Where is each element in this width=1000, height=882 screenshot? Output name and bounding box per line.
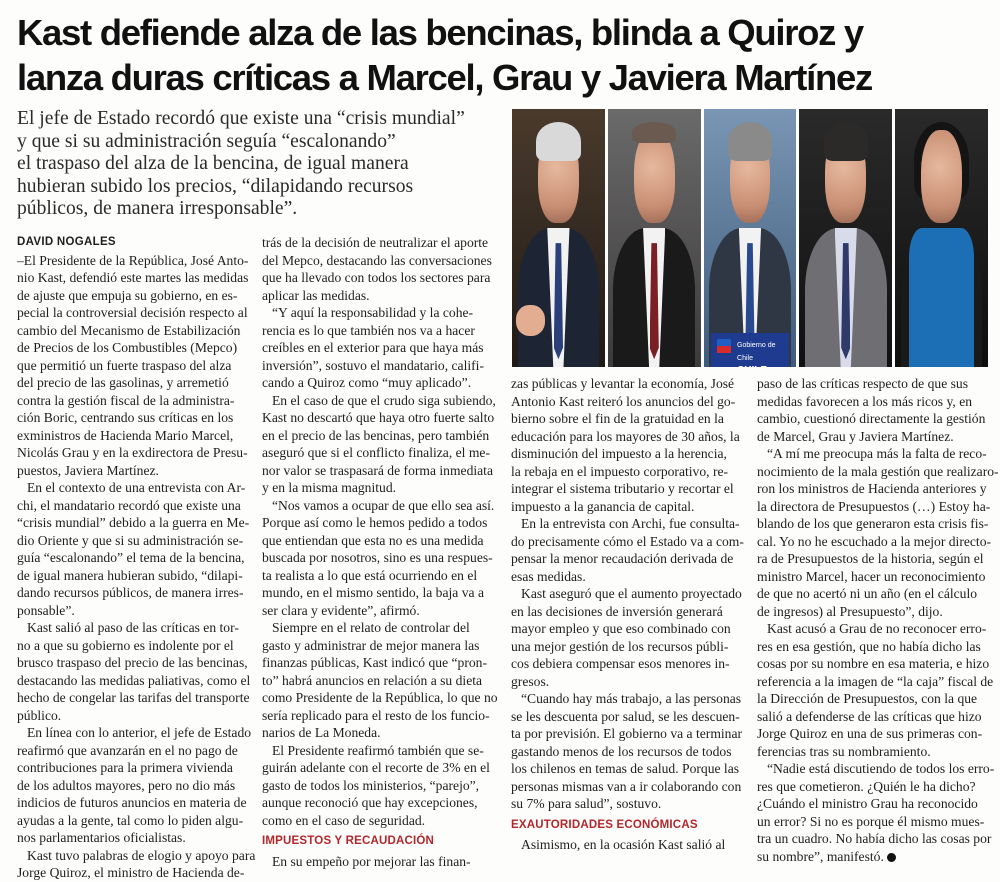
text-line: dando recursos públicos, de manera irres-: [17, 585, 244, 600]
text-line: de igual manera hubieran subido, “dilapi-: [17, 567, 243, 583]
text-line: nor valor se traspasará de forma inmediata: [262, 462, 493, 478]
text-line: integrar el sistema tributario y recortar el: [511, 481, 734, 496]
text-line: nocimiento de la mala gestión que realizaro-: [757, 463, 999, 479]
text-line: Asimismo, en la ocasión Kast salió al: [521, 837, 726, 852]
portrait-marcel: [704, 109, 797, 367]
text-line: gresos.: [511, 673, 550, 689]
text-line: ayudas a la gente, tal como lo piden algu-: [17, 812, 244, 828]
text-line: su 7% para salud”, sostuvo.: [511, 796, 662, 811]
text-line: contribuciones para la primera vivienda: [17, 760, 233, 775]
article-column-1: [17, 234, 256, 882]
text-line: esas medidas.: [511, 568, 586, 584]
text-line: trás de la decisión de neutralizar el aporte: [262, 235, 489, 250]
text-line: mundo, en el mismo sentido, la baja va a: [262, 585, 484, 600]
text-line: puestos, Javiera Martínez.: [17, 462, 159, 478]
podium-sign: [711, 333, 789, 367]
text-line: público.: [17, 707, 62, 723]
text-line: ponsable”.: [17, 602, 75, 618]
article-column-2: [262, 234, 498, 870]
text-line: salió a defenderse de las críticas que hizo: [757, 708, 982, 724]
text-line: nos parlamentarios oficialistas.: [17, 830, 186, 845]
text-line: guirán adelante con el recorte de 3% en el: [262, 760, 490, 775]
text-line: indicios de futuros anuncios en materia de: [17, 795, 247, 810]
deck-line: el traspaso del alza de la bencina, de igual manera: [17, 153, 409, 174]
portrait-hair: [728, 122, 773, 161]
portrait-hair: [824, 122, 869, 161]
text-line: pecial la controversial decisión respecto al: [17, 305, 248, 320]
text-line: su nombre”, manifestó.: [757, 848, 884, 864]
text-line: y en la misma magnitud.: [262, 480, 397, 495]
text-line: cambio del Mecanismo de Estabilización: [17, 322, 241, 338]
text-line: zas públicas y levantar la economía, José: [511, 376, 735, 391]
text-line: la rebaja en el impuesto corporativo, re-: [511, 463, 729, 479]
text-line: destacando las medidas paliativas, como el: [17, 672, 251, 688]
text-line: “crisis mundial” debido a la guerra en Me-: [17, 515, 250, 530]
text-line: una mejor gestión de los recursos públi-: [511, 638, 729, 654]
text-line: Siempre en el relato de controlar del: [272, 620, 470, 635]
portrait-face: [634, 130, 675, 223]
text-line: El Presidente reafirmó también que se-: [272, 742, 484, 758]
text-line: referencia a la imagen de “la caja” fiscal de: [757, 673, 994, 689]
text-line: dio Oriente y que si su administración se-: [17, 532, 244, 548]
portrait-scarf: [909, 228, 974, 367]
text-line: Kast salió al paso de las críticas en tor-: [27, 620, 239, 635]
text-line: paso de las críticas respecto de que sus: [757, 376, 969, 391]
text-line: que entiendan que esta no es una medida: [262, 532, 484, 548]
text-line: cosas por su nombre en esa materia, e hizo: [757, 656, 990, 671]
text-line: Kast acusó a Grau de no reconocer erro-: [767, 621, 987, 636]
text-line: do precisamente cómo el Estado va a com-: [511, 533, 744, 549]
text-line: reafirmó que avanzarán en el no pago de: [17, 742, 238, 758]
text-line: finanzas públicas, Kast indicó que “pron-: [262, 655, 487, 670]
portrait-hand: [516, 305, 546, 336]
text-line: aseguró que si el conflicto finaliza, el me-: [262, 445, 490, 460]
text-line: “A mí me preocupa más la falta de reco-: [767, 446, 987, 461]
text-line: ¿Cuándo el ministro Grau ha reconocido: [757, 796, 978, 811]
text-line: ta por previsión. El gobierno va a terminar: [511, 726, 743, 741]
text-line: del Mepco, destacando las conversaciones: [262, 252, 492, 268]
text-line: En el contexto de una entrevista con Ar-: [27, 480, 246, 495]
text-line: como en el caso de seguridad.: [262, 812, 426, 828]
text-line: chi, el mandatario recordó que existe una: [17, 497, 241, 513]
text-line: como Presidente de la República, lo que no: [262, 690, 498, 705]
deck: [17, 108, 507, 221]
text-line: narios de La Moneda.: [262, 725, 381, 740]
portrait-martinez: [895, 109, 988, 367]
portrait-hair: [536, 122, 581, 161]
portrait-quiroz: [608, 109, 701, 367]
text-line: rencia es lo que también nos va a hacer: [262, 322, 475, 338]
text-line: de ajuste que empuja su gobierno, en es-: [17, 287, 238, 303]
text-line: gastando menos de los recursos de todos: [511, 743, 732, 759]
text-line: ra de Presupuestos de la historia, según el: [757, 551, 984, 566]
text-line: guía “escalonando” el tema de la bencina,: [17, 550, 245, 565]
article-column-4: [757, 375, 999, 865]
text-line: cos debiera compensar esos menores in-: [511, 656, 730, 671]
text-line: ción Boric, centrando sus críticas en los: [17, 410, 234, 425]
text-line: cambio, cuestionó directamente la gestión: [757, 411, 986, 426]
text-line: res en esa gestión, que no había dicho las: [757, 638, 981, 654]
text-line: gasto de todos los ministerios, “parejo”,: [262, 777, 480, 793]
text-line: los chilenos en temas de salud. Porque las: [511, 761, 740, 776]
text-line: ser clara y evidente”, afirmó.: [262, 602, 420, 618]
text-line: no a que su gobierno es indolente por el: [17, 637, 234, 653]
text-line: tra un cuadro. No había dicho las cosas por: [757, 831, 992, 846]
text-line: de Precios de los Combustibles (Mepco): [17, 340, 238, 355]
text-line: ferencias tras su nombramiento.: [757, 743, 931, 759]
portrait-kast: [512, 109, 605, 367]
text-line: to” habrá anuncios en relación a su dieta: [262, 672, 483, 688]
text-line: ministro Marcel, hacer un reconocimiento: [757, 568, 986, 584]
deck-line: públicos, de manera irresponsable”.: [17, 198, 298, 219]
text-line: en las decisiones de inversión generará: [511, 603, 723, 619]
text-line: aunque reconoció que hay excepciones,: [262, 795, 478, 810]
text-line: educación para los mayores de 30 años, la: [511, 428, 740, 444]
text-line: Kast no descartó que haya otro fuerte salto: [262, 410, 495, 425]
text-line: En el caso de que el crudo siga subiendo,: [272, 392, 496, 408]
text-line: En la entrevista con Archi, fue consulta-: [521, 516, 740, 531]
text-line: –El Presidente de la República, José Anto-: [17, 252, 249, 268]
text-line: buscada por nosotros, sino es una respues-: [262, 550, 493, 565]
text-line: aplicar las medidas.: [262, 287, 370, 303]
portrait-grau: [799, 109, 892, 367]
byline: DAVID NOGALES: [17, 236, 116, 248]
text-line: la Dirección de Presupuestos, con la que: [757, 691, 978, 706]
text-line: En su empeño por mejorar las finan-: [272, 853, 471, 869]
text-line: gasto y administrar de mejor manera las: [262, 637, 480, 653]
photo-collage: [512, 109, 988, 367]
text-line: se les descuenta por salud, se les descuen-: [511, 708, 740, 724]
text-line: bierno sobre el fin de la gratuidad en la: [511, 411, 724, 426]
text-line: de que no acertó ni un año (en el cálculo: [757, 586, 978, 601]
text-line: impuesto a la ganancia de capital.: [511, 498, 695, 514]
deck-line: hubieran subido los precios, “dilapidando recursos: [17, 175, 414, 197]
text-line: pensar la menor recaudación derivada de: [511, 551, 734, 566]
text-line: ta realista a lo que está ocurriendo en el: [262, 567, 478, 583]
text-line: blando de los que generaron esta crisis fis-: [757, 516, 989, 531]
text-line: sería replicado para el resto de los funcio-: [262, 707, 490, 723]
text-line: en el precio de las bencinas, pero también: [262, 427, 490, 443]
text-line: Porque así como le hemos pedido a todos: [262, 515, 488, 530]
text-line: contra la gestión fiscal de la administra-: [17, 392, 235, 408]
text-line: cando a Quiroz como “muy aplicado”.: [262, 375, 472, 390]
text-line: cal. Yo no he escuchado a la mejor directo-: [757, 533, 992, 549]
text-line: un error? Si no es porque él mismo mues-: [757, 813, 985, 829]
text-line: “Cuando hay más trabajo, a las personas: [521, 691, 742, 706]
text-line: Kast tuvo palabras de elogio y apoyo para: [27, 847, 256, 863]
chile-flag-icon: [717, 339, 731, 353]
headline-line: lanza duras críticas a Marcel, Grau y Javiera Martínez: [17, 57, 872, 98]
deck-line: y que si su administración seguía “escalonando”: [17, 130, 396, 152]
text-line: Nicolás Grau y en la exdirectora de Presu-: [17, 445, 248, 460]
text-line: de Marcel, Grau y Javiera Martínez.: [757, 428, 954, 444]
podium-text: [737, 365, 777, 367]
text-line: creíbles en el exterior para que haya más: [262, 340, 484, 355]
text-line: brusco traspaso del precio de las bencinas,: [17, 655, 248, 670]
article-column-3: [511, 375, 747, 854]
text-line: “Nos vamos a ocupar de que ello sea así.: [272, 497, 495, 513]
text-line: Antonio Kast reiteró los anuncios del go-: [511, 393, 736, 409]
podium-small-text: Gobierno de Chile: [737, 342, 776, 363]
text-line: “Nadie está discutiendo de todos los erro-: [767, 761, 995, 776]
portrait-face: [921, 130, 962, 223]
text-line: ron los ministros de Hacienda anteriores y: [757, 481, 987, 496]
text-line: Jorge Quiroz, el ministro de Hacienda de-: [17, 865, 245, 880]
text-line: de ingresos) al Presupuesto”, dijo.: [757, 603, 943, 619]
text-line: nio Kast, defendió este martes las medidas: [17, 270, 249, 285]
text-line: la directora de Presupuestos (…) Estoy ha-: [757, 498, 991, 514]
section-subhead: EXAUTORIDADES ECONÓMICAS: [511, 818, 698, 831]
text-line: Kast aseguró que el aumento proyectado: [521, 586, 742, 601]
portrait-hair: [632, 122, 677, 143]
text-line: Jorge Quiroz en una de sus primeras con-: [757, 726, 983, 741]
text-line: del precio de las gasolinas, y arremetió: [17, 375, 229, 390]
text-line: hecho de congelar las tarifas del transporte: [17, 690, 250, 705]
deck-line: El jefe de Estado recordó que existe una “crisis mundial”: [17, 108, 465, 129]
text-line: inversión”, sostuvo el mandatario, califi-: [262, 357, 484, 373]
text-line: medidas favorecen a los más ricos y, en: [757, 393, 973, 409]
text-line: res que cometieron. ¿Quién le ha dicho?: [757, 778, 976, 794]
text-line: disminución del impuesto a la herencia,: [511, 446, 727, 461]
headline-line: Kast defiende alza de las bencinas, blinda a Quiroz y: [17, 12, 863, 53]
text-line: que ha llevado con todos los sectores para: [262, 270, 491, 285]
text-line: En línea con lo anterior, el jefe de Estado: [27, 725, 252, 740]
text-line: que permitió un fuerte traspaso del alza: [17, 357, 232, 373]
text-line: de los adultos mayores, pero no dio más: [17, 777, 236, 793]
text-line: personas mismas van a ir colaborando con: [511, 778, 742, 794]
text-line: “Y aquí la responsabilidad y la cohe-: [272, 305, 474, 320]
text-line: exministros de Hacienda Mario Marcel,: [17, 427, 234, 443]
text-line: mayor empleo y que eso combinado con: [511, 621, 731, 636]
headline: [17, 10, 987, 100]
section-subhead: IMPUESTOS Y RECAUDACIÓN: [262, 835, 435, 847]
end-mark-icon: [887, 853, 896, 862]
